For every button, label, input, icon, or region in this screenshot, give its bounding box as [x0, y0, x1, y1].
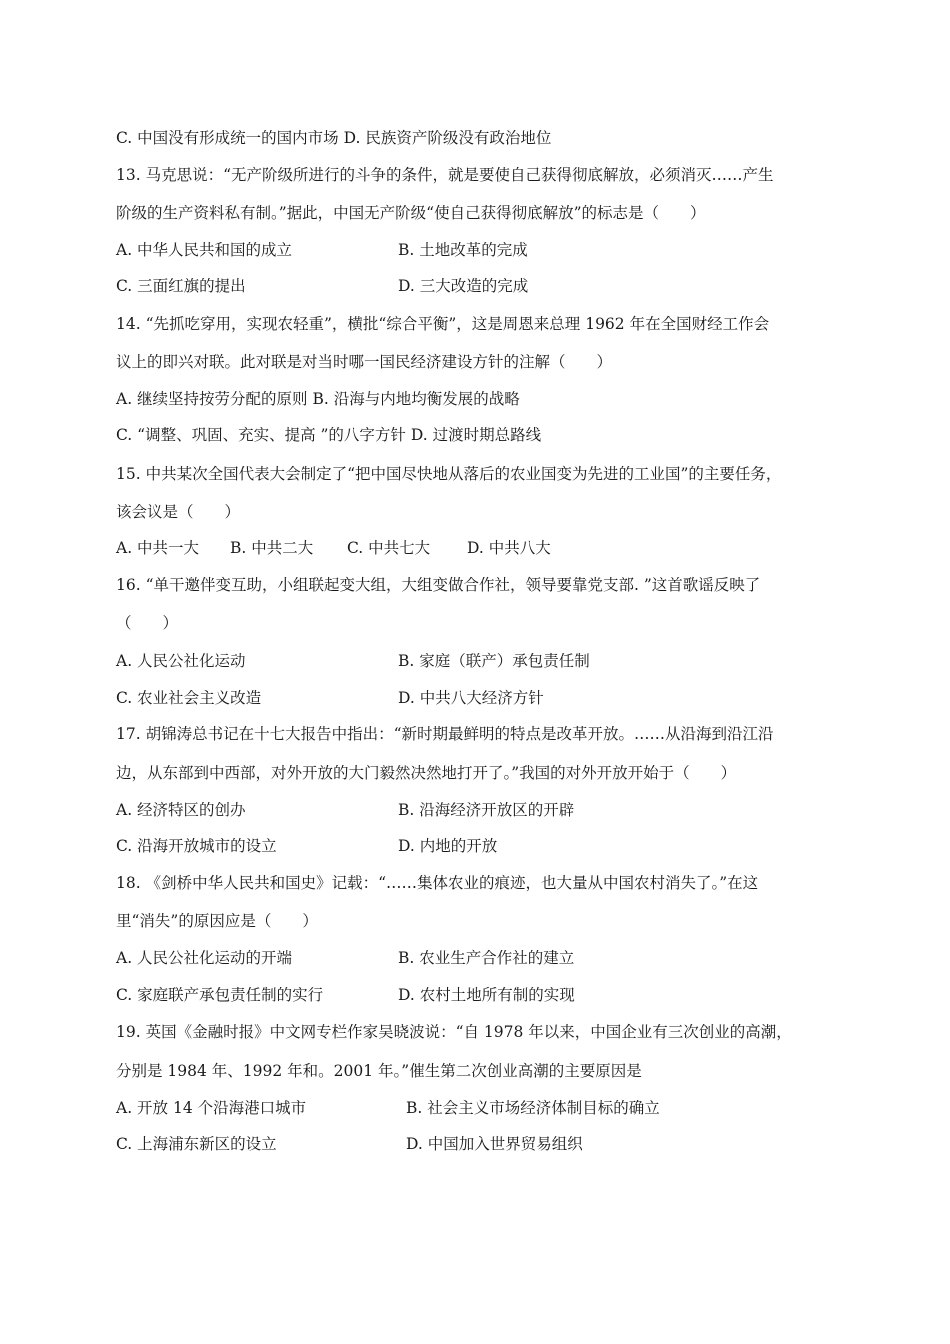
q17-stem-2: 边，从东部到中西部，对外开放的大门毅然决然地打开了。”我国的对外开放开始于（ ）	[116, 764, 737, 782]
q18-stem-1: 18. 《剑桥中华人民共和国史》记载：“……集体农业的痕迹，也大量从中国农村消失了。”在这	[116, 874, 759, 892]
q16-option-c: C. 农业社会主义改造	[116, 689, 262, 707]
q14-options-cd: C. “调整、巩固、充实、提高 ”的八字方针 D. 过渡时期总路线	[116, 426, 542, 444]
q18-option-c: C. 家庭联产承包责任制的实行	[116, 986, 324, 1004]
q15-stem-2: 该会议是（ ）	[116, 503, 241, 521]
q19-option-d: D. 中国加入世界贸易组织	[406, 1135, 583, 1153]
q12-options-line: C. 中国没有形成统一的国内市场 D. 民族资产阶级没有政治地位	[116, 129, 552, 147]
q17-option-c: C. 沿海开放城市的设立	[116, 837, 277, 855]
q14-stem-1: 14. “先抓吃穿用，实现农轻重”，横批“综合平衡”，这是周恩来总理 1962 年在全国财经工作会	[116, 315, 770, 333]
q15-option-d: D. 中共八大	[467, 539, 551, 557]
q15-stem-1: 15. 中共某次全国代表大会制定了“把中国尽快地从落后的农业国变为先进的工业国”的主要任务，	[116, 465, 782, 483]
q17-option-d: D. 内地的开放	[398, 837, 498, 855]
q17-option-a: A. 经济特区的创办	[116, 801, 246, 819]
q19-option-a: A. 开放 14 个沿海港口城市	[116, 1099, 307, 1117]
q14-stem-2: 议上的即兴对联。此对联是对当时哪一国民经济建设方针的注解（ ）	[116, 353, 613, 371]
q16-option-a: A. 人民公社化运动	[116, 652, 246, 670]
q17-stem-1: 17. 胡锦涛总书记在十七大报告中指出：“新时期最鲜明的特点是改革开放。……从沿海到沿江沿	[116, 725, 774, 743]
q13-option-b: B. 土地改革的完成	[398, 241, 528, 259]
q18-stem-2: 里“消失”的原因应是（ ）	[116, 912, 318, 930]
q16-option-d: D. 中共八大经济方针	[398, 689, 544, 707]
q13-option-a: A. 中华人民共和国的成立	[116, 241, 293, 259]
q16-option-b: B. 家庭（联产）承包责任制	[398, 652, 590, 670]
q19-option-b: B. 社会主义市场经济体制目标的确立	[406, 1099, 660, 1117]
q17-option-b: B. 沿海经济开放区的开辟	[398, 801, 575, 819]
q14-options-ab: A. 继续坚持按劳分配的原则 B. 沿海与内地均衡发展的战略	[116, 390, 520, 408]
q13-option-d: D. 三大改造的完成	[398, 277, 529, 295]
q19-stem-1: 19. 英国《金融时报》中文网专栏作家吴晓波说：“自 1978 年以来，中国企业有三次创业的高潮，	[116, 1023, 792, 1041]
q18-option-b: B. 农业生产合作社的建立	[398, 949, 575, 967]
q15-option-c: C. 中共七大	[347, 539, 431, 557]
q15-option-b: B. 中共二大	[230, 539, 314, 557]
q16-stem-2: （ ）	[116, 614, 179, 632]
q19-option-c: C. 上海浦东新区的设立	[116, 1135, 277, 1153]
q18-option-d: D. 农村土地所有制的实现	[398, 986, 575, 1004]
q16-stem-1: 16. “单干邀伴变互助，小组联起变大组，大组变做合作社，领导要靠党支部. ”这首歌谣反映了	[116, 576, 761, 594]
q13-stem-1: 13. 马克思说：“无产阶级所进行的斗争的条件，就是要使自己获得彻底解放，必须消灭……产生	[116, 166, 774, 184]
q18-option-a: A. 人民公社化运动的开端	[116, 949, 293, 967]
q13-option-c: C. 三面红旗的提出	[116, 277, 246, 295]
q13-stem-2: 阶级的生产资料私有制。”据此，中国无产阶级“使自己获得彻底解放”的标志是（ ）	[116, 204, 706, 222]
q19-stem-2: 分别是 1984 年、1992 年和。2001 年。”催生第二次创业高潮的主要原因是	[116, 1062, 642, 1080]
q15-option-a: A. 中共一大	[116, 539, 200, 557]
